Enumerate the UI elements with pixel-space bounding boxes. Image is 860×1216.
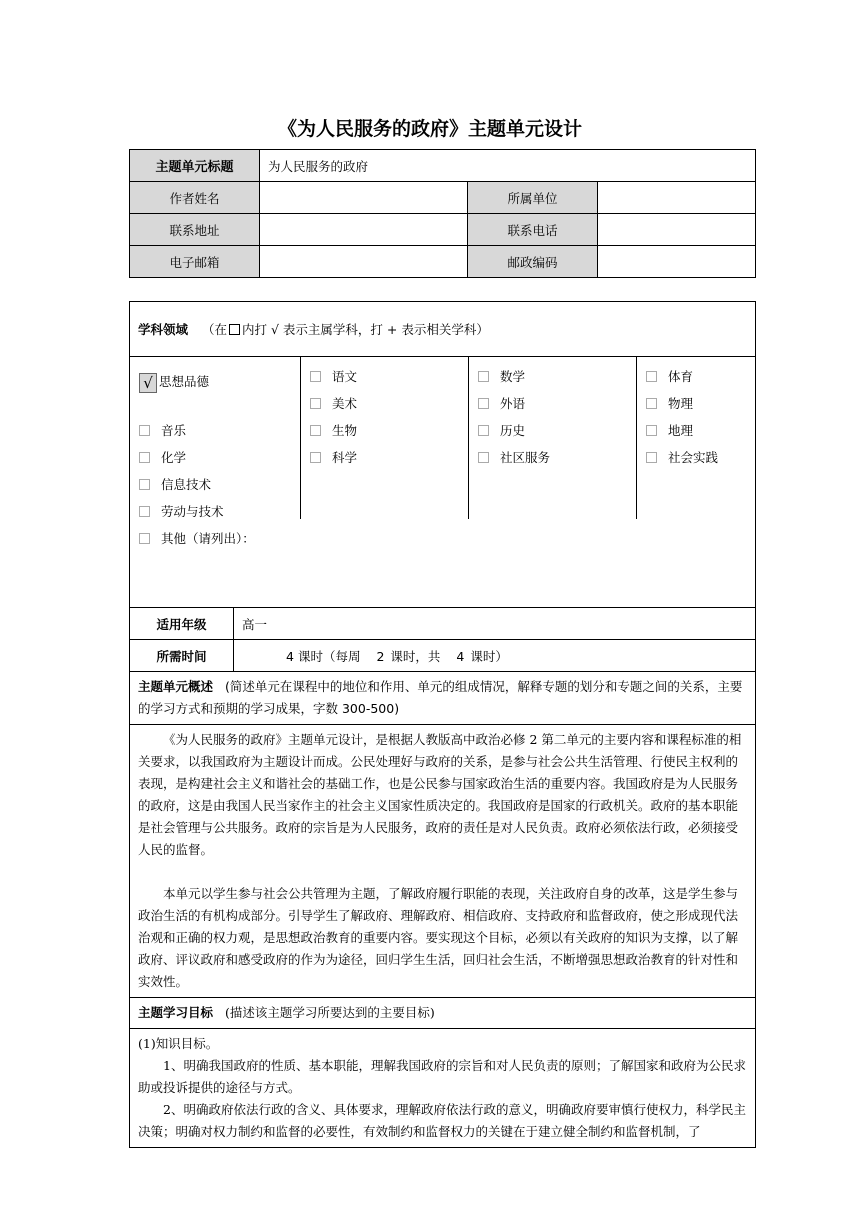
grade-value: 高一	[234, 608, 756, 640]
subject-item-art[interactable]: 美术	[310, 394, 357, 412]
goals-label: 主题学习目标	[138, 1005, 214, 1020]
subject-heading: 学科领域	[138, 322, 189, 337]
phone-label: 联系电话	[468, 214, 598, 246]
subject-item-community[interactable]: 社区服务	[478, 448, 550, 466]
subject-header-row	[130, 302, 756, 357]
checkbox-icon	[646, 452, 657, 463]
checkbox-icon	[310, 398, 321, 409]
checkbox-icon	[478, 425, 489, 436]
subject-item-biology[interactable]: 生物	[310, 421, 357, 439]
subject-item-pe[interactable]: 体育	[646, 367, 693, 385]
theme-row	[130, 150, 756, 182]
goals-header	[130, 998, 756, 1029]
time-row	[130, 640, 756, 672]
subject-note-a: （在	[202, 322, 228, 337]
email-row	[130, 246, 756, 278]
checkbox-icon	[478, 398, 489, 409]
overview-header	[130, 672, 756, 725]
time-value: 4 课时（每周 2 课时，共 4 课时）	[234, 640, 756, 672]
subject-col-2	[300, 357, 469, 519]
subject-item-other[interactable]: 其他（请列出）：	[139, 529, 255, 547]
subject-col-3	[468, 357, 637, 519]
design-table	[129, 301, 756, 1148]
checkbox-icon	[139, 479, 150, 490]
info-table	[129, 149, 756, 278]
subject-note-b: 内打 √ 表示主属学科，打 + 表示相关学科）	[242, 322, 489, 337]
checkmark-icon: √	[139, 373, 157, 393]
goals-line-2: 1、明确我国政府的性质、基本职能，理解我国政府的宗旨和对人民负责的原则；了解国家和政府为公民求助或投诉提供的途径与方式。	[138, 1058, 746, 1095]
overview-body	[130, 725, 756, 998]
address-label: 联系地址	[130, 214, 260, 246]
subject-header	[130, 302, 756, 357]
subject-list-row	[130, 357, 756, 608]
goals-body	[130, 1029, 756, 1148]
subject-item-physics[interactable]: 物理	[646, 394, 693, 412]
unit-label: 所属单位	[468, 182, 598, 214]
checkbox-icon	[139, 425, 150, 436]
checkbox-icon	[139, 533, 150, 544]
overview-label: 主题单元概述	[138, 679, 214, 694]
document-title: 《为人民服务的政府》主题单元设计	[277, 118, 582, 140]
theme-label: 主题单元标题	[130, 150, 260, 182]
subject-item-science[interactable]: 科学	[310, 448, 357, 466]
subject-item-chemistry[interactable]: 化学	[139, 448, 186, 466]
subject-item-it[interactable]: 信息技术	[139, 475, 211, 493]
subject-item-chinese[interactable]: 语文	[310, 367, 357, 385]
unit-value[interactable]	[598, 182, 756, 214]
subject-item-music[interactable]: 音乐	[139, 421, 186, 439]
author-row	[130, 182, 756, 214]
grade-row	[130, 608, 756, 640]
overview-desc: (简述单元在课程中的地位和作用、单元的组成情况，解释专题的划分和专题之间的关系，主要的学习方式和预期的学习成果，字数 300-500)	[138, 679, 743, 716]
subject-item-history[interactable]: 历史	[478, 421, 525, 439]
checkbox-icon	[139, 452, 150, 463]
phone-value[interactable]	[598, 214, 756, 246]
checkbox-icon	[478, 371, 489, 382]
goals-line-3: 2、明确政府依法行政的含义、具体要求，理解政府依法行政的意义，明确政府要审慎行使权力，科学民主决策；明确对权力制约和监督的必要性，有效制约和监督权力的关键在于建立健全制约和监督机制，了	[138, 1102, 746, 1139]
checkbox-icon	[310, 371, 321, 382]
checkbox-icon	[646, 425, 657, 436]
checkbox-icon	[646, 371, 657, 382]
zip-value[interactable]	[598, 246, 756, 278]
subject-item-moral[interactable]: √ 思想品德	[139, 372, 209, 393]
subject-item-math[interactable]: 数学	[478, 367, 525, 385]
theme-value: 为人民服务的政府	[260, 150, 756, 182]
author-label: 作者姓名	[130, 182, 260, 214]
overview-paragraph-2: 本单元以学生参与社会公共管理为主题，了解政府履行职能的表现，关注政府自身的改革，这是学生参与政治生活的有机构成部分。引导学生了解政府、理解政府、相信政府、支持政府和监督政府，使之形成现代法治观和正确的权力观，是思想政治教育的重要内容。要实现这个目标，必须以有关政府的知识为支撑，以了解政府、评议政府和感受政府的作为为途径，回归学生生活，回归社会生活，不断增强思想政治教育的针对性和实效性。	[138, 886, 739, 989]
overview-paragraph-1: 《为人民服务的政府》主题单元设计，是根据人教版高中政治必修 2 第二单元的主要内容和课程标准的相关要求，以我国政府为主题设计而成。公民处理好与政府的关系，是参与社会公共生活管理、行使民主权利的表现，是构建社会主义和谐社会的基础工作，也是公民参与国家政治生活的重要内容。我国政府是为人民服务的政府，这是由我国人民当家作主的社会主义国家性质决定的。我国政府是国家的行政机关。政府的基本职能是社会管理与公共服务。政府的宗旨是为人民服务，政府的责任是对人民负责。政府必须依法行政，必须接受人民的监督。	[138, 732, 742, 857]
overview-body-row	[130, 725, 756, 998]
subject-item-geography[interactable]: 地理	[646, 421, 693, 439]
overview-header-row	[130, 672, 756, 725]
checkbox-icon	[646, 398, 657, 409]
checkbox-icon	[310, 452, 321, 463]
address-row	[130, 214, 756, 246]
author-value[interactable]	[260, 182, 468, 214]
goals-line-1: (1)知识目标。	[138, 1036, 219, 1051]
checkbox-icon	[478, 452, 489, 463]
subject-item-labor[interactable]: 劳动与技术	[139, 502, 224, 520]
email-label: 电子邮箱	[130, 246, 260, 278]
goals-desc: (描述该主题学习所要达到的主要目标)	[225, 1005, 435, 1020]
grade-label: 适用年级	[130, 608, 234, 640]
email-value[interactable]	[260, 246, 468, 278]
checkbox-icon	[310, 425, 321, 436]
subject-item-social-practice[interactable]: 社会实践	[646, 448, 718, 466]
address-value[interactable]	[260, 214, 468, 246]
subject-col-1	[130, 357, 300, 519]
zip-label: 邮政编码	[468, 246, 598, 278]
goals-body-row	[130, 1029, 756, 1148]
checkbox-sample-icon	[229, 324, 240, 335]
subject-col-4	[636, 357, 755, 519]
goals-header-row	[130, 998, 756, 1029]
time-label: 所需时间	[130, 640, 234, 672]
subject-list	[130, 357, 756, 608]
checkbox-icon	[139, 506, 150, 517]
subject-item-foreign-language[interactable]: 外语	[478, 394, 525, 412]
